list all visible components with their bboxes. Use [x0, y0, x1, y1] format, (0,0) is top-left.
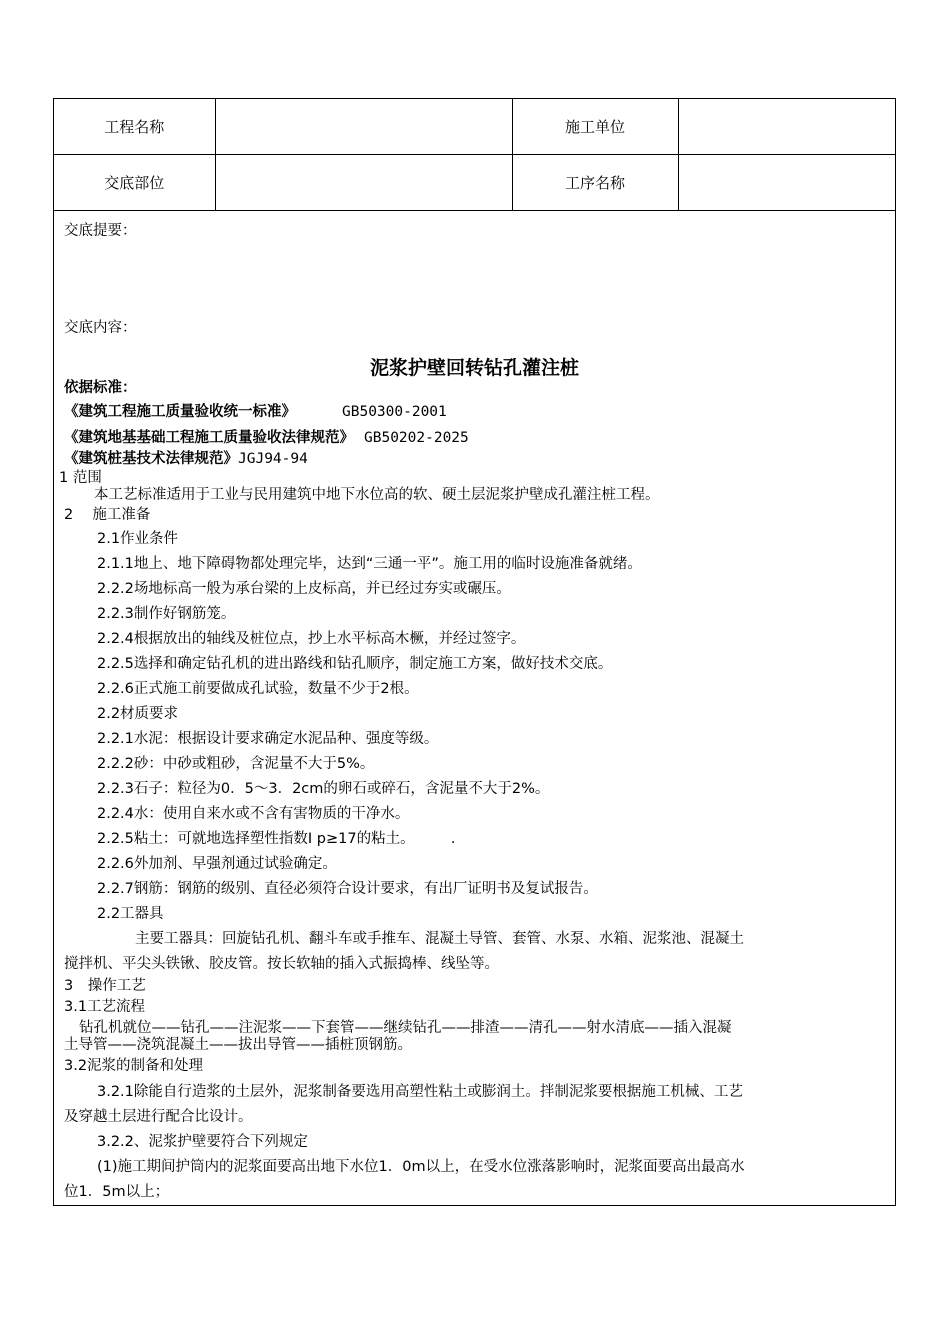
body-line: 本工艺标准适用于工业与民用建筑中地下水位高的软、硬土层泥浆护壁成孔灌注桩工程。	[94, 487, 660, 503]
construction-unit-label: 施工单位	[512, 99, 678, 155]
body-line: 2.2.4水：使用自来水或不含有害物质的干净水。	[97, 806, 410, 822]
standard-name: 《建筑地基基础工程施工质量验收法律规范》	[64, 430, 354, 446]
body-line: 2.2.7钢筋：钢筋的级别、直径必须符合设计要求，有出厂证明书及复试报告。	[97, 881, 598, 897]
subsection-heading: 2.2工器具	[97, 906, 164, 922]
section-heading: 2 施工准备	[64, 507, 151, 523]
standard-code: GB50202-2025	[364, 430, 469, 446]
disclosure-part-value	[215, 155, 512, 211]
process-name-label: 工序名称	[512, 155, 678, 211]
standard-item	[64, 450, 308, 468]
subsection-heading: 3.2.2、泥浆护壁要符合下列规定	[97, 1134, 308, 1150]
body-line: 3.2.1除能自行造浆的土层外，泥浆制备要选用高塑性粘土或膨润土。拌制泥浆要根据施工机械、工艺	[97, 1084, 743, 1100]
body-line: (1)施工期间护筒内的泥浆面要高出地下水位1．0m以上，在受水位涨落影响时，泥浆面要高出最高水	[97, 1159, 745, 1175]
subsection-heading: 3.1工艺流程	[64, 999, 146, 1015]
section-heading: 1 范围	[59, 470, 102, 486]
standard-item	[64, 403, 447, 421]
standard-code: GB50300-2001	[342, 404, 447, 420]
body-line: 2.2.2场地标高一般为承台梁的上皮标高，并已经过夯实或碾压。	[97, 581, 511, 597]
project-name-label: 工程名称	[54, 99, 215, 155]
body-line: 2.2.4根据放出的轴线及桩位点，抄上水平标高木橛，并经过签字。	[97, 631, 526, 647]
content-label: 交底内容：	[64, 320, 137, 336]
body-line: 2.2.1水泥：根据设计要求确定水泥品种、强度等级。	[97, 731, 439, 747]
body-line: 及穿越土层进行配合比设计。	[64, 1109, 253, 1125]
header-table	[54, 99, 895, 211]
body-line: 2.2.5选择和确定钻孔机的进出路线和钻孔顺序，制定施工方案，做好技术交底。	[97, 656, 613, 672]
body-line: 2.1.1地上、地下障碍物都处理完毕，达到“三通一平”。施工用的临时设施准备就绪。	[97, 556, 642, 572]
body-line: 2.2.2砂：中砂或粗砂，含泥量不大于5%。	[97, 756, 375, 772]
construction-unit-value	[678, 99, 895, 155]
standard-code: JGJ94-94	[238, 451, 308, 467]
body-line: 土导管——浇筑混凝土——拔出导管——插桩顶钢筋。	[64, 1037, 412, 1053]
body-line: 2.2.6正式施工前要做成孔试验，数量不少于2根。	[97, 681, 419, 697]
body-line: 2.2.3制作好钢筋笼。	[97, 606, 236, 622]
subsection-heading: 2.1作业条件	[97, 531, 179, 547]
disclosure-part-label: 交底部位	[54, 155, 215, 211]
body-line: 主要工器具：回旋钻孔机、翻斗车或手推车、混凝土导管、套管、水泵、水箱、泥浆池、混凝土	[135, 931, 744, 947]
subsection-heading: 2.2材质要求	[97, 706, 179, 722]
standards-heading: 依据标准：	[64, 380, 137, 396]
body-line: 2.2.5粘土：可就地选择塑性指数I p≥17的粘土。 .	[97, 831, 456, 847]
content-area	[54, 212, 895, 1205]
summary-label: 交底提要：	[64, 223, 137, 239]
body-line: 2.2.6外加剂、早强剂通过试验确定。	[97, 856, 337, 872]
disclosure-form	[53, 98, 896, 1206]
process-name-value	[678, 155, 895, 211]
body-line: 钻孔机就位——钻孔——注泥浆——下套管——继续钻孔——排渣——清孔——射水清底——插入混凝	[79, 1020, 732, 1036]
body-line: 搅拌机、平尖头铁锹、胶皮管。按长软轴的插入式振捣棒、线坠等。	[64, 956, 499, 972]
standard-item	[64, 429, 469, 447]
standard-name: 《建筑桩基技术法律规范》	[64, 451, 238, 467]
subsection-heading: 3.2泥浆的制备和处理	[64, 1058, 204, 1074]
document-title: 泥浆护壁回转钻孔灌注桩	[369, 357, 579, 379]
project-name-value	[215, 99, 512, 155]
standard-name: 《建筑工程施工质量验收统一标准》	[64, 404, 296, 420]
body-line: 位1．5m以上；	[64, 1184, 170, 1200]
body-line: 2.2.3石子：粒径为0．5～3．2cm的卵石或碎石，含泥量不大于2%。	[97, 781, 550, 797]
section-heading: 3 操作工艺	[64, 978, 146, 994]
